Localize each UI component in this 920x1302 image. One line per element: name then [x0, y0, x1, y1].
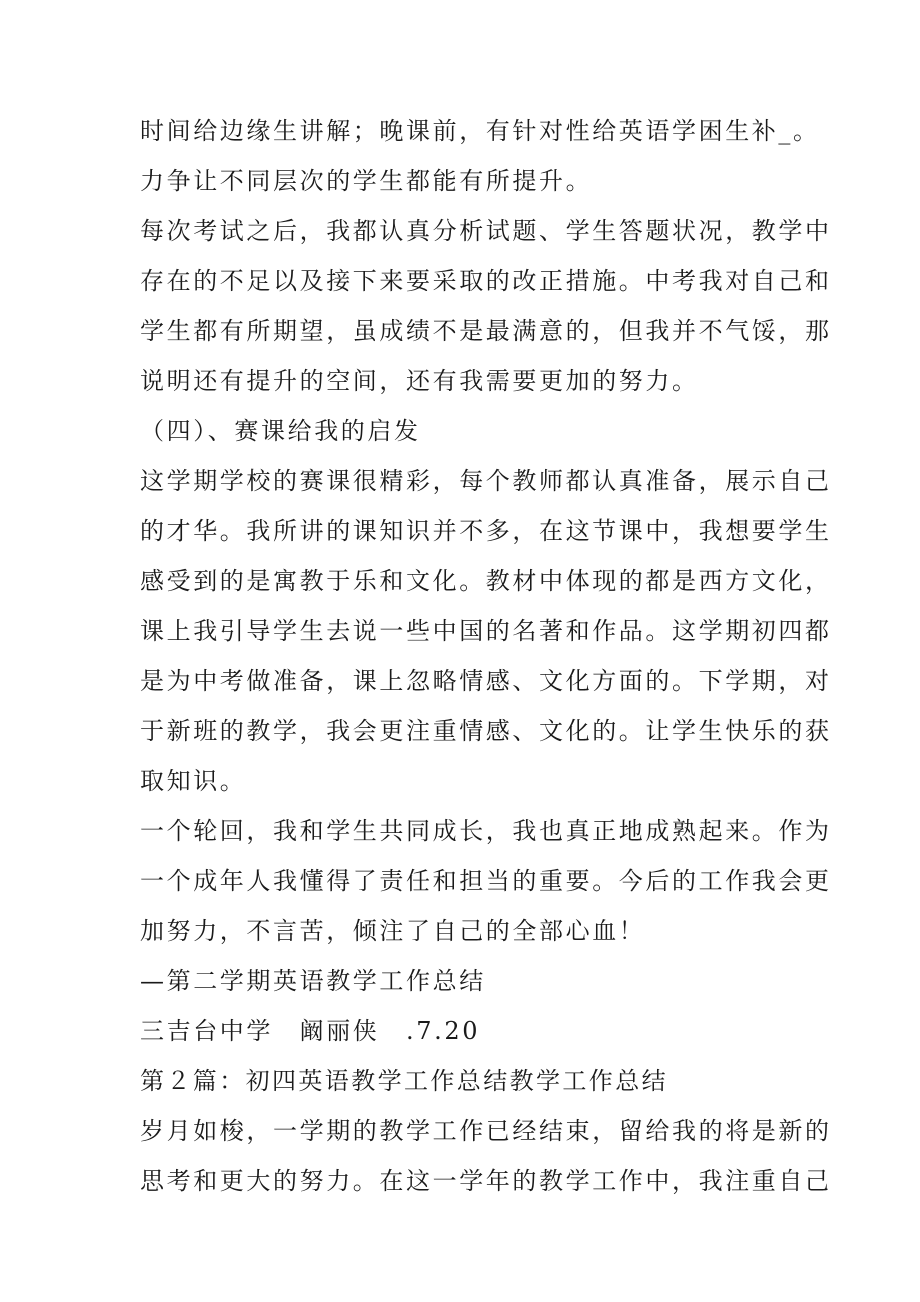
text-line-22: 思考和更大的努力。在这一学年的教学工作中，我注重自己 [140, 1167, 832, 1195]
text-line-10: 感受到的是寓教于乐和文化。教材中体现的都是西方文化， [140, 567, 832, 595]
text-line-9: 的才华。我所讲的课知识并不多，在这节课中，我想要学生 [140, 517, 832, 545]
author-signature: 三吉台中学 阚丽侠 .7.20 [140, 1017, 481, 1045]
text-line-16: 一个成年人我懂得了责任和担当的重要。今后的工作我会更 [140, 867, 832, 895]
section-heading: （四）、赛课给我的启发 [140, 417, 421, 445]
text-line-8: 这学期学校的赛课很精彩，每个教师都认真准备，展示自己 [140, 467, 832, 495]
text-line-11: 课上我引导学生去说一些中国的名著和作品。这学期初四都 [140, 617, 832, 645]
text-line-3: 每次考试之后，我都认真分析试题、学生答题状况，教学中 [140, 217, 832, 245]
text-line-14: 取知识。 [140, 767, 247, 795]
text-line-17: 加努力，不言苦，倾注了自己的全部心血！ [140, 917, 646, 945]
text-line-13: 于新班的教学，我会更注重情感、文化的。让学生快乐的获 [140, 717, 832, 745]
text-line-4: 存在的不足以及接下来要采取的改正措施。中考我对自己和 [140, 267, 832, 295]
document-body [140, 106, 832, 1206]
text-line-2: 力争让不同层次的学生都能有所提升。 [140, 167, 593, 195]
text-line-21: 岁月如梭，一学期的教学工作已经结束，留给我的将是新的 [140, 1117, 832, 1145]
text-line-1: 时间给边缘生讲解；晚课前，有针对性给英语学困生补_。 [140, 117, 820, 145]
summary-title: —第二学期英语教学工作总结 [140, 967, 486, 995]
text-line-12: 是为中考做准备，课上忽略情感、文化方面的。下学期，对 [140, 667, 832, 695]
text-line-15: 一个轮回，我和学生共同成长，我也真正地成熟起来。作为 [140, 817, 832, 845]
text-line-5: 学生都有所期望，虽成绩不是最满意的，但我并不气馁，那 [140, 317, 832, 345]
article-2-title: 第２篇：初四英语教学工作总结教学工作总结 [140, 1067, 668, 1095]
text-line-6: 说明还有提升的空间，还有我需要更加的努力。 [140, 367, 699, 395]
